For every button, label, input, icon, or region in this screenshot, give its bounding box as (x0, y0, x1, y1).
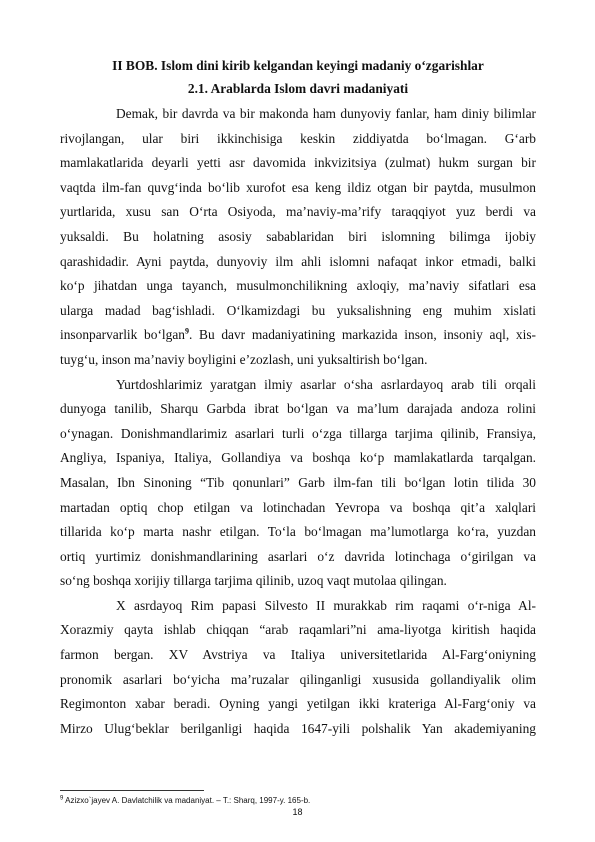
footnote-text: Azizxo`jayev A. Davlatchilik va madaniyat. – T.: Sharq, 1997-y. 165-b. (65, 796, 311, 805)
section-title: 2.1. Arablarda Islom davri madaniyati (187, 81, 409, 96)
text-line: Angliya, Ispaniya, Italiya, Gollandiya va boshqa ko‘p mamlakatlarda tarqalgan. (60, 450, 536, 466)
text-line: tillarida ko‘p marta nashr etilgan. To‘la bo‘lmagan ma’lumotlarga ko‘ra, yuzdan (60, 524, 536, 540)
text-line: ortiq yurtimiz donishmandlarining asarlari o‘z davrida lotinchaga o‘girilgan va (60, 548, 536, 564)
chapter-title: II BOB. Islom dini kirib kelgandan keyingi madaniy o‘zgarishlar (112, 58, 484, 73)
text-line: mamlakatlarida deyarli yetti asr davomida inkvizitsiya (zulmat) hukm surgan bir (60, 155, 536, 171)
text-line: o‘ynagan. Donishmandlarimiz asarlari turli o‘zga tillarga tarjima qilinib, Fransiya, (60, 425, 536, 441)
text-line: vaqtda ilm-fan quvg‘inda bo‘lib xurofot esa keng ildiz otgan bir paytda, musulmon (60, 179, 536, 195)
text-line: farmon bergan. XV Avstriya va Italiya universitetlarida Al-Farg‘oniyning (60, 647, 536, 663)
text-line: so‘ng boshqa xorijiy tillarga tarjima qilinib, uzoq vaqt mutolaa qilingan. (60, 573, 447, 589)
page-number: 18 (292, 807, 303, 817)
body-text (60, 102, 536, 741)
text-line: Xorazmiy qayta ishlab chiqqan “arab raqamlari”ni ama-liyotga kiritish haqida (60, 622, 536, 638)
text-line: ko‘p jihatdan unga tayanch, musulmonchilikning axloqiy, ma’naviy sifatlari esa (60, 278, 536, 294)
text-line: dunyoga tanilib, Sharqu Garbda ibrat bo‘lgan va ma’lum darajada andoza rolini (60, 401, 536, 417)
text-line: martadan optiq chop etilgan va lotinchadan Yevropa va boshqa qit’a xalqlari (60, 499, 536, 515)
footnote-divider (60, 790, 204, 791)
text-line: Masalan, Ibn Sinoning “Tib qonunlari” Garb ilm-fan tili bo‘lgan lotin tilida 30 (60, 474, 536, 490)
text-line: X asrdayoq Rim papasi Silvesto II murakkab rim raqami o‘r-niga Al- (116, 597, 536, 613)
footnote (60, 795, 310, 806)
paragraph (60, 594, 536, 742)
text-line: Regimonton xabar beradi. Oyning yangi yetilgan ikki krateriga Al-Farg‘oniy va (60, 696, 536, 712)
text-line: ularga madad bag‘ishladi. O‘lkamizdagi bu yuksalishning eng muhim xislati (60, 302, 536, 318)
text-line: rivojlangan, ular biri ikkinchisiga keskin ziddiyatda bo‘lmagan. G‘arb (60, 130, 536, 146)
text-line: yurtlarida, xusu san O‘rta Osiyoda, ma’naviy-ma’rify taraqqiyot yuz berdi va (60, 204, 536, 220)
text-line: Demak, bir davrda va bir makonda ham dunyoviy fanlar, ham diniy bilimlar (116, 106, 536, 121)
paragraph (60, 102, 536, 373)
text-line: tuyg‘u, inson ma’naviy boyligini e’zozlash, uni yuksaltirish bo‘lgan. (60, 351, 428, 367)
text-line: yuksaldi. Bu holatning asosiy sabablaridan biri islomning bilimga ijobiy (60, 228, 536, 244)
text-line: Yurtdoshlarimiz yaratgan ilmiy asarlar o‘sha asrlardayoq arab tili orqali (116, 376, 536, 392)
footnote-marker: 9 (60, 795, 64, 802)
paragraph (60, 373, 536, 594)
text-line: qarashidadir. Ayni paytda, dunyoviy ilm ahli islomni nafaqat inkor etmadi, balki (60, 253, 536, 269)
text-line: pronomik asarlari bo‘yicha ma’ruzalar qilinganligi xususida gollandiyalik olim (60, 671, 536, 687)
text-line: insonparvarlik bo‘lgan$^9$. Bu davr madaniyatining markazida inson, insoniy aql, xis- (60, 326, 537, 343)
footnote-reference: 9 (184, 326, 189, 336)
text-line: Mirzo Ulug‘beklar berilganligi haqida 1647-yili polshalik Yan akademiyaning (60, 720, 536, 736)
